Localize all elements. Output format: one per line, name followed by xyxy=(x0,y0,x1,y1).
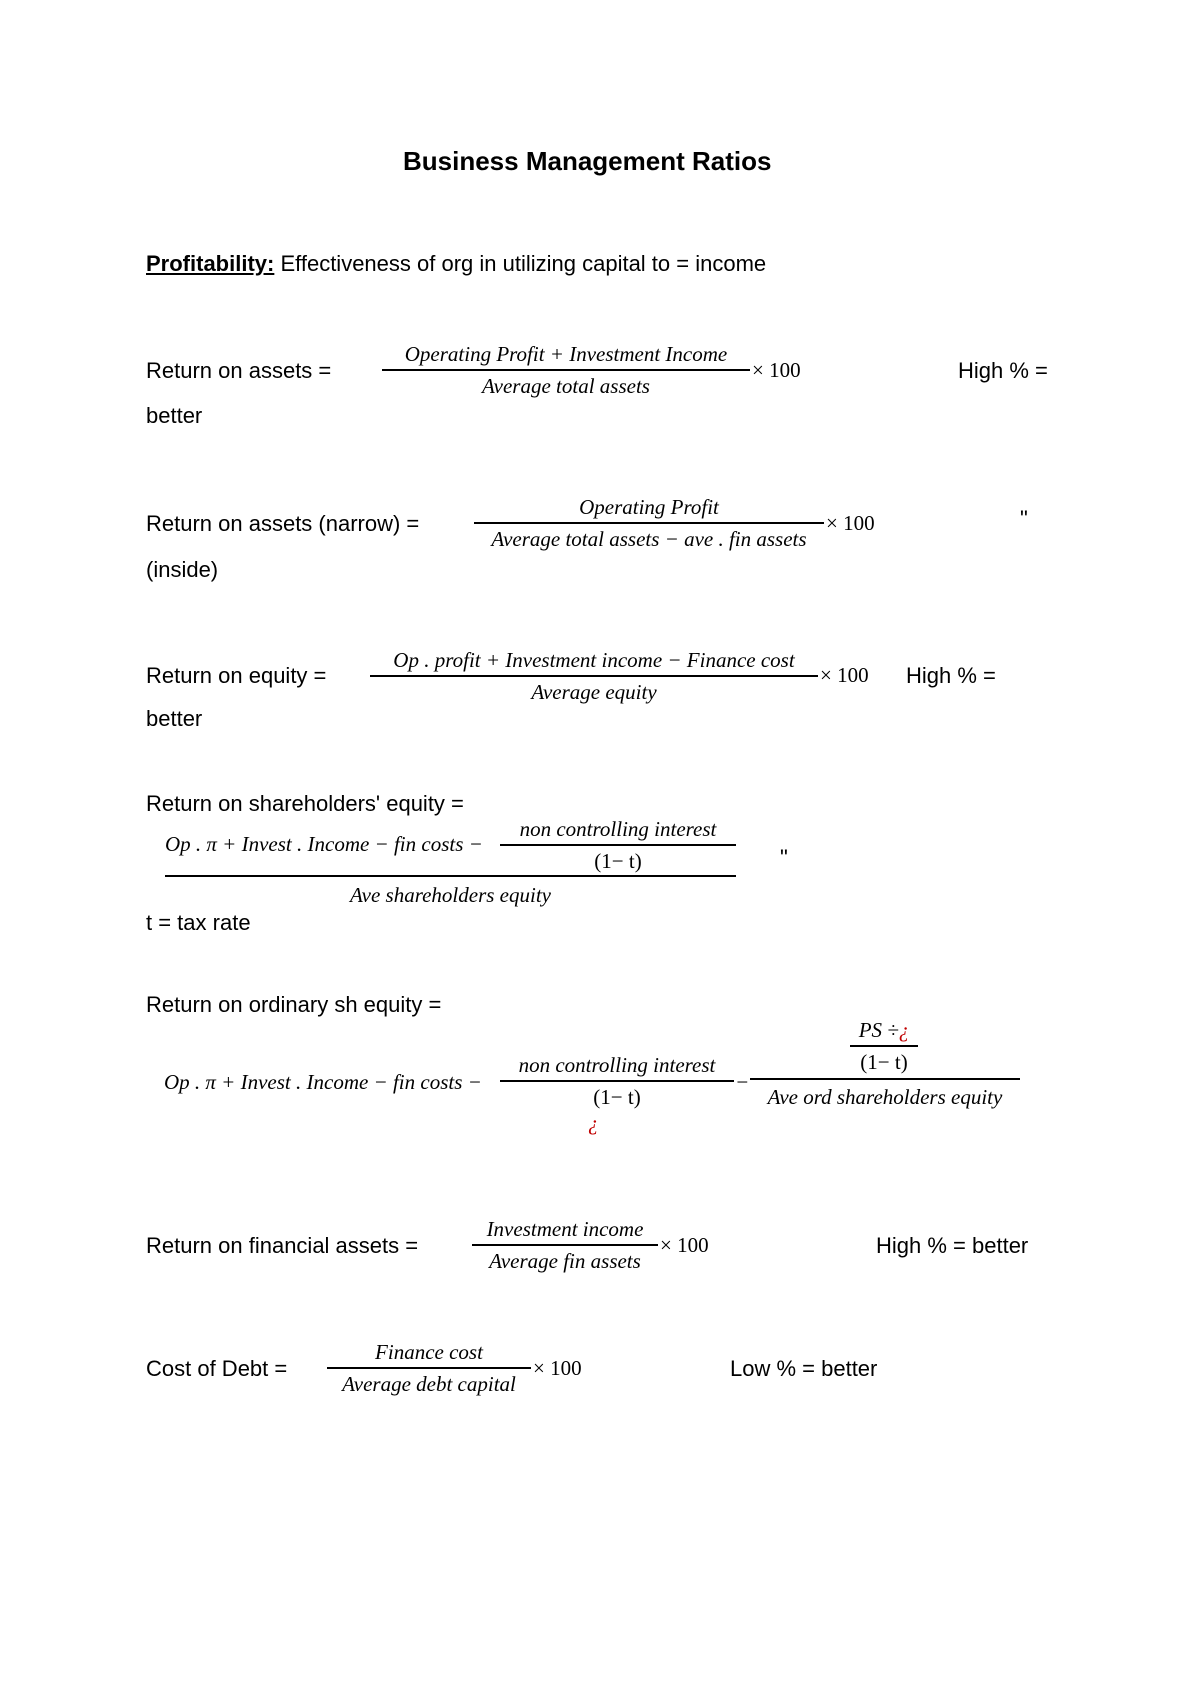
roa-narrow-numerator: Operating Profit xyxy=(579,495,719,519)
rordse-glyph-upper: ¿ xyxy=(898,1018,910,1042)
roe-numerator: Op . profit + Investment income − Finance cost xyxy=(393,648,795,672)
rordse-main-bar xyxy=(750,1078,1020,1080)
roe-note-cont: better xyxy=(146,706,203,731)
cod-denominator: Average debt capital xyxy=(342,1372,516,1396)
roa-narrow-denominator: Average total assets − ave . fin assets xyxy=(491,527,807,551)
cod-fraction xyxy=(327,1340,531,1400)
roa-multiplier: × 100 xyxy=(752,358,801,382)
roa-narrow-note-cont: (inside) xyxy=(146,557,219,582)
ps-numerator-text: PS ÷ xyxy=(858,1018,899,1042)
roe-multiplier: × 100 xyxy=(820,663,869,687)
fraction-bar xyxy=(500,844,736,846)
rofa-numerator: Investment income xyxy=(486,1217,644,1241)
roa-label: Return on assets = xyxy=(146,358,332,383)
fraction-bar xyxy=(327,1367,531,1369)
rordse-minus: − xyxy=(735,1070,750,1094)
rose-inner-numerator: non controlling interest xyxy=(519,817,717,841)
profitability-intro xyxy=(146,251,766,277)
rordse-ps-fraction xyxy=(850,1018,918,1078)
roa-fraction xyxy=(382,342,750,402)
cod-note: Low % = better xyxy=(730,1356,878,1381)
roe-label: Return on equity = xyxy=(146,663,327,688)
roa-narrow-note: " xyxy=(1020,506,1028,531)
fraction-bar xyxy=(850,1045,918,1047)
rose-inner-fraction xyxy=(500,817,736,877)
rofa-note: High % = better xyxy=(876,1233,1029,1258)
cod-multiplier: × 100 xyxy=(533,1356,582,1380)
roe-fraction xyxy=(370,648,818,708)
rofa-denominator: Average fin assets xyxy=(489,1249,641,1273)
rose-denominator: Ave shareholders equity xyxy=(349,883,551,907)
rordse-inner-fraction xyxy=(500,1053,734,1113)
rose-label: Return on shareholders' equity = xyxy=(146,791,464,816)
roa-note: High % = xyxy=(958,358,1048,383)
profitability-label: Profitability: xyxy=(146,251,275,276)
cod-numerator: Finance cost xyxy=(375,1340,483,1364)
rose-note: " xyxy=(780,845,788,870)
fraction-bar xyxy=(370,675,818,677)
roa-numerator: Operating Profit + Investment Income xyxy=(404,342,728,366)
roa-narrow-label: Return on assets (narrow) = xyxy=(146,511,420,536)
rordse-ps-numerator xyxy=(850,1018,918,1043)
fraction-bar xyxy=(382,369,750,371)
rofa-multiplier: × 100 xyxy=(660,1233,709,1257)
roe-denominator: Average equity xyxy=(531,680,657,704)
rordse-inner-denominator: (1− t) xyxy=(593,1085,641,1109)
rordse-inner-numerator: non controlling interest xyxy=(518,1053,716,1077)
roa-narrow-fraction xyxy=(474,495,824,555)
tax-rate-note: t = tax rate xyxy=(146,910,251,935)
rordse-denominator: Ave ord shareholders equity xyxy=(767,1085,1003,1109)
fraction-bar xyxy=(500,1080,734,1082)
rose-numerator-main: Op . π + Invest . Income − fin costs − xyxy=(165,832,483,856)
rofa-fraction xyxy=(472,1217,658,1277)
fraction-bar xyxy=(472,1244,658,1246)
fraction-bar xyxy=(474,522,824,524)
roe-note: High % = xyxy=(906,663,996,688)
cod-label: Cost of Debt = xyxy=(146,1356,288,1381)
rose-main-bar xyxy=(165,875,736,877)
rofa-label: Return on financial assets = xyxy=(146,1233,419,1258)
page-title: Business Management Ratios xyxy=(403,146,772,176)
profitability-description: Effectiveness of org in utilizing capital to = income xyxy=(274,251,767,276)
rose-inner-denominator: (1− t) xyxy=(594,849,642,873)
rordse-glyph-lower: ¿ xyxy=(588,1111,599,1135)
rordse-main: Op . π + Invest . Income − fin costs − xyxy=(164,1070,482,1094)
roa-narrow-multiplier: × 100 xyxy=(826,511,875,535)
rordse-ps-denominator: (1− t) xyxy=(860,1050,908,1074)
rordse-label: Return on ordinary sh equity = xyxy=(146,992,442,1017)
roa-note-cont: better xyxy=(146,403,203,428)
roa-denominator: Average total assets xyxy=(482,374,650,398)
